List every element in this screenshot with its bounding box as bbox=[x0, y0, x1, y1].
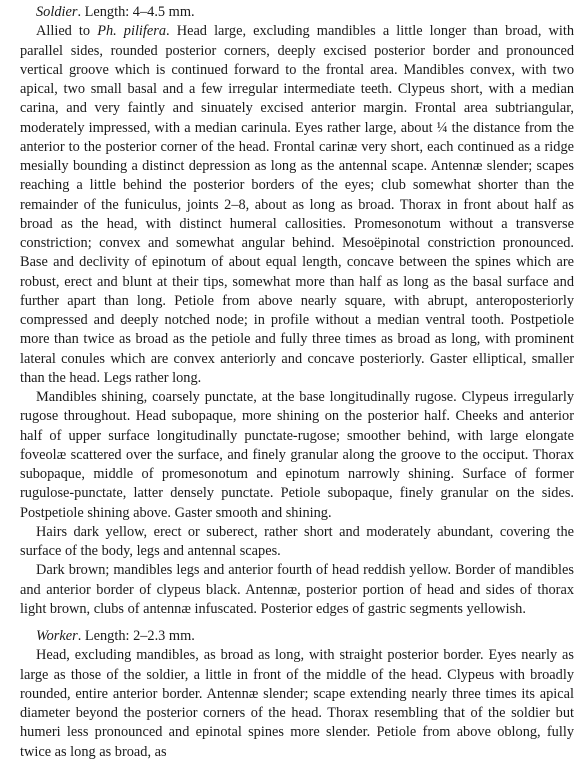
soldier-length: . Length: 4–4.5 mm. bbox=[77, 4, 195, 20]
soldier-paragraph-color: Dark brown; mandibles legs and anterior fourth of head reddish yellow. Border of mandibles and anterior border of clypeus black. Antennæ, posterior portion of head and sides of thorax light brown, clubs of antennæ infuscated. Posterior edges of gastric segments yellowish. bbox=[20, 562, 574, 617]
worker-label: Worker bbox=[36, 628, 78, 644]
worker-paragraph-structure: Head, excluding mandibles, as broad as long, with straight posterior border. Eyes nearly as large as those of the soldier, a little in front of the middle of the head. Clypeus with broadly rounded, entire anterior border. Antennæ slender; scape extending nearly three times its apical diameter beyond the posterior corners of the head. Thorax resembling that of the soldier but humeri less pronounced and epinotal spines more slender. Petiole from above oblong, fully twice as long as broad, as bbox=[20, 647, 574, 760]
soldier-structure-text: Head large, excluding mandibles a little longer than broad, with parallel sides, rounded posterior corners, deeply excised posterior border and pronounced vertical groove which is continued forward to the frontal area. Mandibles convex, with two apical, two small basal and a few irregular intermediate teeth. Clypeus short, with a median carina, and very faintly and sinuately excised anterior margin. Frontal area subtriangular, moderately impressed, with a median carinula. Eyes rather large, about ¼ the distance from the anterior to the posterior corner of the head. Frontal carinæ very short, each continued as a ridge mesially bounding a distinct depression as long as the antennal scape. Antennæ slender; scapes reaching a little behind the posterior borders of the eyes; club somewhat shorter than the remainder of the funiculus, joints 2–8, about as long as broad. Thorax in front about half as broad as the head, with distinct humeral callosities. Promesonotum without a transverse constriction; convex and somewhat angular behind. Mesoëpinotal constriction pronounced. Base and declivity of epinotum of about equal length, concave between the spines which are robust, erect and blunt at their tips, somewhat more than half as long as the basal surface and further apart than long. Petiole from above nearly square, with abrupt, anteroposteriorly compressed and deeply notched node; in profile without a median ventral tooth. Postpetiole more than twice as broad as the petiole and fully three times as broad as long, with prominent lateral conules which are convex anteriorly and concave posteriorly. Gaster elliptical, smaller than the head. Legs rather long. bbox=[20, 23, 575, 386]
allied-prefix: Allied to bbox=[36, 23, 98, 40]
page-text bbox=[20, 3, 574, 762]
soldier-heading bbox=[20, 3, 574, 22]
soldier-paragraph-pilosity: Hairs dark yellow, erect or suberect, rather short and moderately abundant, covering the surface of the body, legs and antennal scapes. bbox=[20, 523, 574, 559]
soldier-paragraph-sculpture: Mandibles shining, coarsely punctate, at the base longitudinally rugose. Clypeus irregularly rugose throughout. Head subopaque, more shining on the posterior half. Cheeks and anterior half of upper surface longitudinally punctate-rugose; smoother behind, with large elongate foveolæ scattered over the surface, and finely granular along the groove to the occiput. Thorax subopaque, middle of promesonotum and epinotum narrowly shining. Surface of former rugulose-punctate, latter densely punctate. Petiole subopaque, finely granular on the sides. Postpetiole shining above. Gaster smooth and shining. bbox=[20, 389, 574, 521]
worker-heading bbox=[20, 627, 574, 646]
allied-species: Ph. pilifera bbox=[97, 23, 167, 40]
soldier-label: Soldier bbox=[36, 4, 78, 20]
soldier-paragraph-structure bbox=[20, 22, 574, 388]
worker-length: . Length: 2–2.3 mm. bbox=[77, 628, 195, 644]
allied-suffix: . bbox=[166, 23, 170, 40]
